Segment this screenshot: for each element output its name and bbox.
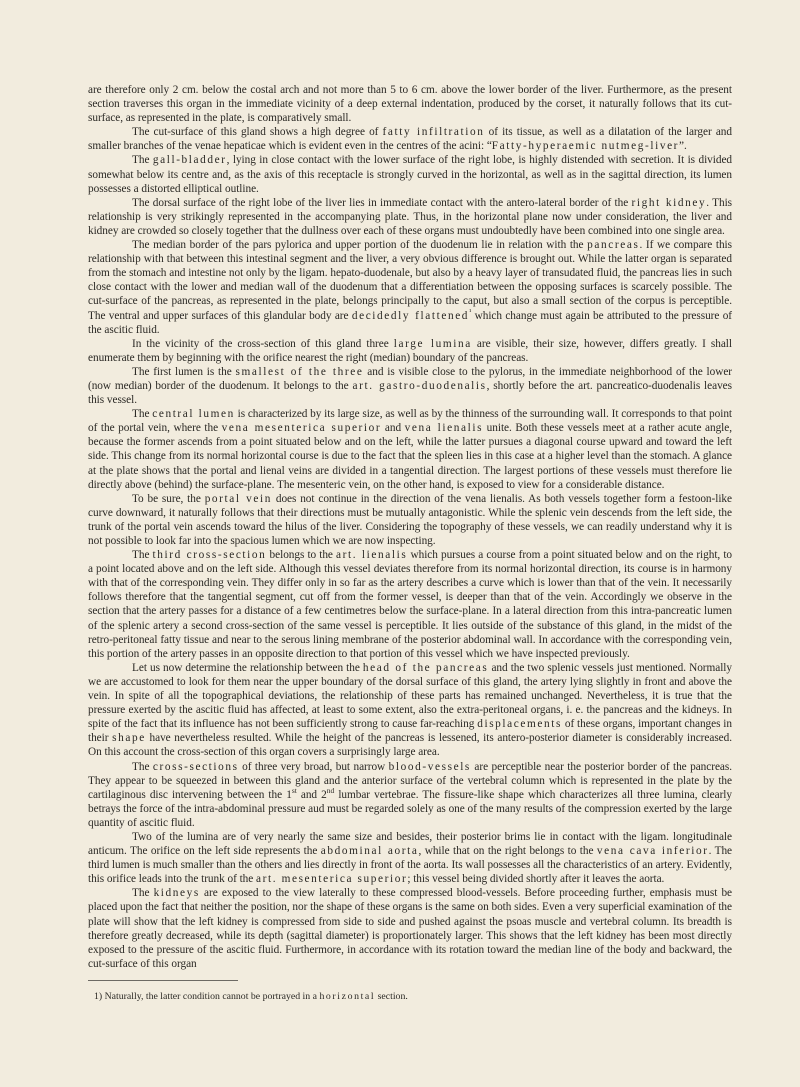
text-run: ”.: [679, 140, 687, 153]
spaced-emphasis: right kidney: [631, 196, 707, 209]
spaced-emphasis: gall-bladder: [152, 154, 227, 167]
spaced-emphasis: art. mesenterica superior: [256, 873, 408, 886]
text-run: The cut-surface of this gland shows a high degree of: [132, 126, 383, 139]
text-run: , while that on the right belongs to the: [418, 845, 597, 858]
text-run: is characterized by its large size, as well as by the thinness of the surrounding wall. It corresponds to that point of the portal vein, where the: [88, 408, 733, 435]
text-run: and: [381, 422, 405, 435]
footnote-marker: ¹: [469, 306, 472, 316]
spaced-emphasis: fatty infiltration: [382, 126, 485, 139]
text-run: lumbar vertebrae. The fissure-like shape which characterizes all three lumina, clearly betrays the force of the intra-abdominal pressure aud must be regarded solely as one of the many results of the compression exerted by the large quantity of ascitic fluid.: [88, 788, 732, 829]
text-run: The first lumen is the: [132, 365, 236, 378]
spaced-emphasis: abdominal aorta: [320, 845, 419, 858]
text-run: are perceptible near the posterior border of the pancreas. They appear to be squeezed in between this gland and the anterior surface of the vertebral column which is represented in the plate by the cartilaginous disc intervening between the 1: [88, 760, 732, 801]
paragraph: [88, 153, 732, 195]
spaced-emphasis: decidedly flattened: [351, 309, 470, 322]
text-run: To be sure, the: [132, 492, 205, 505]
text-run: 1) Naturally, the latter condition cannot be portrayed in a: [94, 990, 320, 1002]
body-text: [88, 83, 732, 971]
spaced-emphasis: vena mesenterica superior: [221, 422, 382, 435]
spaced-emphasis: pancreas: [587, 239, 640, 252]
text-run: of three very broad, but narrow: [238, 760, 389, 773]
text-run: and 2: [296, 788, 327, 801]
spaced-emphasis: art. lienalis: [336, 549, 408, 562]
spaced-emphasis: smallest of the three: [235, 365, 364, 378]
paragraph: [88, 365, 732, 407]
text-run: have nevertheless resulted. While the height of the pancreas is lessened, its antero-posterior diameter is considerably increased. On this account the cross-section of this organ covers a surprisingly large area.: [88, 732, 733, 759]
spaced-emphasis: central lumen: [152, 408, 235, 421]
spaced-emphasis: large lumina: [393, 337, 472, 350]
text-run: which pursues a course from a point situated below and on the right, to a point located above and on the left side. Although this vessel deviates therefore from its normal horizontal direction, its course is in harmony with that of the corresponding vein. They differ only in so far as the artery describes a curve which is lower than that of the vein. It necessarily follows therefore that the tangential segment, cut off from the former vessel, is deeper than that of the vein. Accordingly we observe in the section that the artery passes for a distance of a few centimetres below the surface-plane. In a lateral direction from this intra-pancreatic lumen of the splenic artery a second cross-section of the same vessel is perceptible. It lies outside of the substance of this gland, in the midst of the retro-peritoneal fatty tissue and near to the serous lining membrane of the posterior abdominal wall. In accordance with the corresponding vein, this portion of the artery passes in an opposite direction to that portion of this vessel which we have inspected previously.: [88, 549, 733, 660]
text-run: are therefore only 2 cm. below the costal arch and not more than 5 to 6 cm. above the lower border of the liver. Furthermore, as the present section traverses this organ in the immediate vicinity of a deep external indentation, produced by the corset, it naturally follows that its cut-surface, as represented in the plate, is comparatively small.: [88, 84, 732, 125]
spaced-emphasis: art. gastro-duodenalis: [352, 379, 487, 392]
spaced-emphasis: blood-vessels: [388, 760, 471, 773]
spaced-emphasis: vena lienalis: [404, 422, 484, 435]
text-run: of its tissue, as well as a dilatation of the larger and smaller branches of the venae hepaticae which is evident even in the centres of the acini: “: [88, 126, 732, 153]
text-run: The: [132, 549, 153, 562]
spaced-emphasis: displacements: [477, 718, 563, 731]
paragraph: [88, 760, 732, 830]
text-run: unite. Both these vessels meet at a rather acute angle, because the former ascends from a point situated below and on the left, while the latter pursues a diagonal course upward and toward the left side. This change from its normal horizontal course is due to the fact that the spleen lies in this case at a higher level than the stomach. A glance at the plate shows that the portal and lienal veins are divided in a tangential direction. The largest portions of these vessels must therefore lie directly above (behind) the surface-plane. The mesenteric vein, on the other hand, is exposed to view for a considerable distance.: [88, 422, 733, 491]
spaced-emphasis: portal vein: [204, 492, 272, 505]
ordinal-suffix: nd: [326, 785, 335, 795]
text-run: are exposed to the view laterally to these compressed blood-vessels. Before proceeding further, emphasis must be placed upon the fact that neither the position, nor the shape of these organs is the same on both sides. Even a very superficial examination of the plate will show that the left kidney is compressed from side to side and pushed against the psoas muscle and vertebral column. Its breadth is therefore greatly decreased, while its depth (sagittal diameter) is proportionately larger. This shows that the left kidney has been most directly exposed to the pressure of the ascitic fluid. Furthermore, in accordance with its rotation toward the median line of the body and backward, the cut-surface of this organ: [88, 887, 733, 970]
paragraph: [88, 337, 732, 365]
spaced-emphasis: vena cava inferior: [596, 845, 709, 858]
paragraph: [88, 407, 732, 492]
text-run: which change must again be attributed to the pressure of the ascitic fluid.: [88, 309, 733, 336]
paragraph: [88, 492, 732, 548]
text-run: are visible, their size, however, differs greatly. I shall enumerate them by beginning with the orifice nearest the right (median) boundary of the pancreas.: [88, 337, 732, 364]
text-run: and is visible close to the pylorus, in the immediate neighborhood of the lower (now median) border of the duodenum. It belongs to the: [88, 365, 732, 392]
spaced-emphasis: kidneys: [153, 887, 200, 900]
text-run: The dorsal surface of the right lobe of the liver lies in immediate contact with the antero-lateral border of the: [132, 196, 632, 209]
text-run: and the two splenic vessels just mentioned. Normally we are accustomed to look for them near the upper boundary of the dorsal surface of this gland, the artery lying slightly in front and above the vein. In spite of all the topographical deviations, the relationship of these parts has remained unchanged. Nevertheless, it is true that the pressure exerted by the ascitic fluid has affected, at least to some extent, also the extra-peritoneal organs, i. e. the pancreas and the kidneys. In spite of the fact that its influence has not been sufficiently strong to cause far-reaching: [88, 661, 732, 731]
spaced-emphasis: horizontal: [319, 990, 376, 1002]
text-run: The: [132, 154, 153, 167]
text-run: The: [132, 887, 154, 900]
text-run: belongs to the: [266, 549, 337, 562]
text-run: of these organs, important changes in their: [88, 718, 732, 745]
text-run: . The third lumen is much smaller than the others and lies directly in front of the aorta. Its wall possesses all the characteristics of an artery. Evidently, this orifice leads into the trunk of the: [88, 845, 733, 886]
paragraph: [88, 830, 732, 886]
paragraph: [88, 125, 732, 153]
spaced-emphasis: cross-sections: [152, 760, 239, 773]
text-run: Two of the lumina are of very nearly the same size and besides, their posterior brims lie in contact with the ligam. longitudinale anticum. The orifice on the left side represents the: [88, 830, 732, 858]
spaced-emphasis: Fatty-hyperaemic nutmeg-liver: [491, 140, 680, 153]
text-run: The: [132, 760, 153, 773]
paragraph: [88, 238, 732, 337]
text-run: . This relationship is very strikingly represented in the accompanying plate. Thus, in the horizontal plane now under consideration, the liver and kidney are crowded so closely together that the dullness over each of these organs must undoubtedly have been combined into one single area.: [88, 196, 733, 237]
text-run: In the vicinity of the cross-section of this gland three: [132, 337, 394, 350]
paragraph: [88, 548, 732, 661]
paragraph: [88, 886, 732, 971]
spaced-emphasis: head of the pancreas: [362, 661, 489, 674]
ordinal-suffix: st: [291, 785, 297, 795]
spaced-emphasis: third cross-section: [152, 549, 267, 562]
text-run: . If we compare this relationship with that between this intestinal segment and the liver, a very obvious difference is brought out. While the latter organ is separated from the stomach and intestine not only by the ligam. hepato-duodenale, but also by a heavy layer of transudated fluid, the pancreas lies in such close contact with the lower and median wall of the duodenum that a differentiation between the opposing surfaces is scarcely possible. The cut-surface of the pancreas, as represented in the plate, belongs principally to the caput, but also a small section of the corpus is perceptible. The ventral and upper surfaces of this glandular body are: [88, 239, 732, 322]
text-run: The median border of the pars pylorica and upper portion of the duodenum lie in relation with the: [132, 239, 588, 252]
text-run: The: [132, 408, 153, 421]
spaced-emphasis: shape: [112, 732, 146, 745]
footnote: [88, 991, 732, 1003]
text-run: ; this vessel being divided shortly after it leaves the aorta.: [407, 873, 665, 886]
text-run: , lying in close contact with the lower surface of the right lobe, is highly distended with secretion. It is divided somewhat below its centre and, as the axis of this receptacle is strongly curved in the horizontal, as well as in the sagittal direction, its lumen possesses a distorted elliptical outline.: [88, 154, 733, 195]
paragraph: [88, 661, 732, 760]
paragraph: [88, 196, 732, 238]
paragraph: [88, 83, 732, 125]
text-run: section.: [375, 990, 408, 1002]
footnote-divider: [88, 980, 238, 981]
text-run: Let us now determine the relationship between the: [132, 661, 363, 674]
text-run: does not continue in the direction of the vena lienalis. As both vessels together form a festoon-like curve downward, it naturally follows that their directions must be mutually antagonistic. While the splenic vein descends from the left side, the trunk of the portal vein ascends toward the hilus of the liver. Considering the topography of these vessels, we can readily understand why it is not possible to look far into the spacious lumen which we are now inspecting.: [88, 492, 732, 547]
text-run: , shortly before the art. pancreatico-duodenalis leaves this vessel.: [88, 379, 732, 407]
